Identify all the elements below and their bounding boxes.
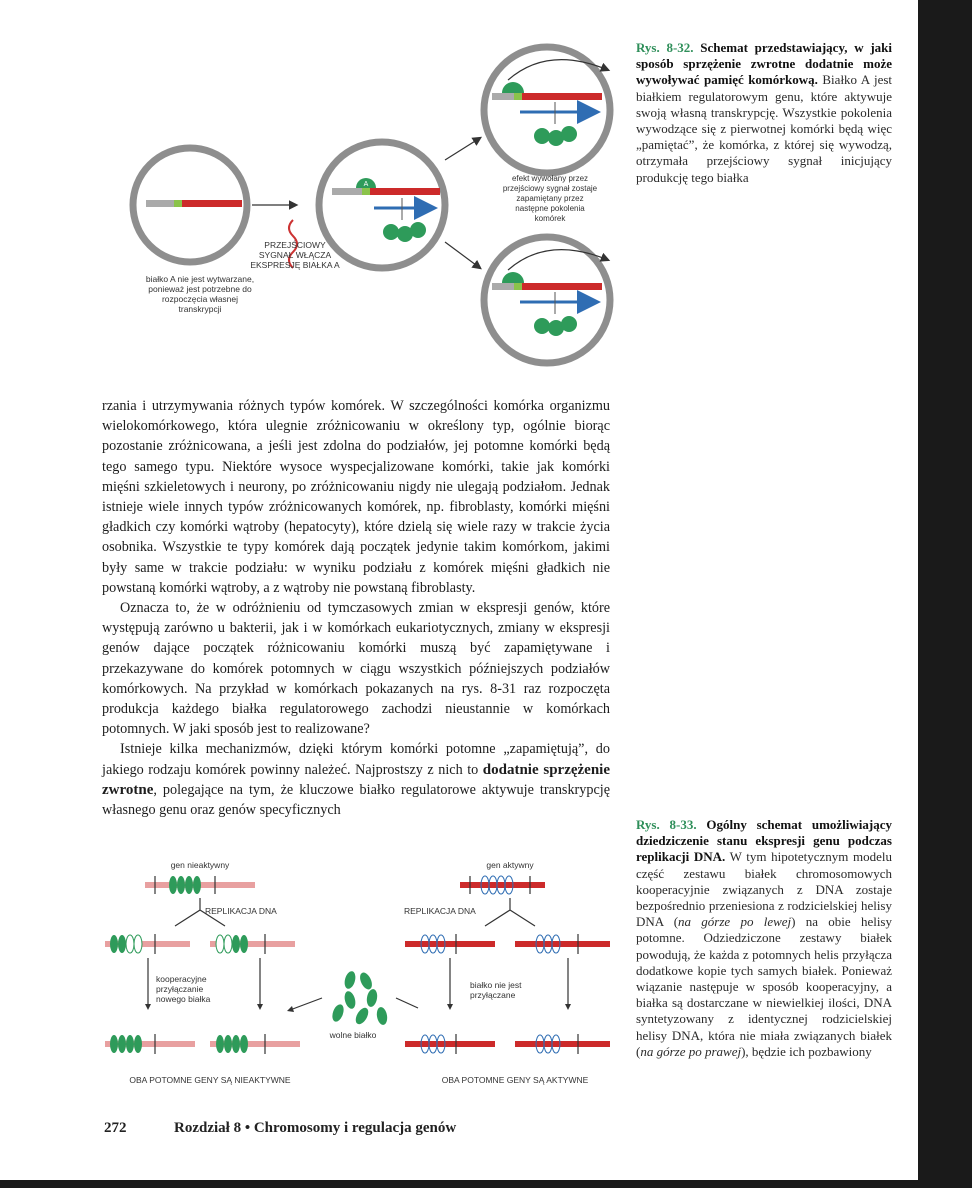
active-daughters-replicated [405,934,610,954]
label-signal: PRZEJŚCIOWY SYGNAŁ WŁĄCZA EKSPRESJĘ BIAŁKA A [250,240,340,270]
inactive-parent-dna [145,876,255,894]
label-uninitiated: białko A nie jest wytwarzane, ponieważ jest potrzebne do rozpoczęcia własnej transkrypcji [145,274,255,314]
label-not-attached: białko nie jest przyłączane [470,980,522,1000]
caption-8-32 [636,40,892,186]
caption-8-33-text-a: W tym hipotetycznym modelu część zestawu białek chromosomowych kooperacyjnie związanych z DNA zostaje bezpośrednio przeniesiona z rodzicielskiej helisy DNA ( [636,849,892,930]
label-free-protein: wolne białko [329,1030,377,1040]
active-parent-dna [460,876,545,894]
label-gen-active: gen aktywny [486,860,534,870]
scan-edge-bottom [0,1180,972,1188]
paragraph-2: Oznacza to, że w odróżnieniu od tymczasowych zmian w ekspresji genów, które występują zarówno u bakterii, jak i w komórkach eukariotycznych, zmiany w ekspresji genów dające początek różnicowaniu komórki muszą być zapamiętywane i przekazywane do komórek potomnych w ciągu wszystkich późniejszych podziałów komórkowych. Na przykład w komórkach pokazanych na rys. 8-31 raz rozpoczęta produkcja każdego białka regulatorowego zachodzi nieustannie w komórkach potomnych. W jaki sposób jest to realizowane? [102,600,610,738]
caption-8-32-heading: Schemat przedstawiający, w jaki sposób sprzężenie zwrotne dodatnie może wywoływać pamięć komórkową. [636,40,892,88]
caption-8-32-number: Rys. 8-32. [636,40,694,55]
caption-8-33-italic-b: na górze po prawej [640,1043,742,1059]
paragraph-3 [102,739,610,820]
label-memory: efekt wywołany przez przejściowy sygnał zostaje zapamiętany przez następne pokolenia komórek [502,174,598,223]
cell-daughter-top [484,47,610,173]
paragraph-3-start: Istnieje kilka mechanizmów, dzięki którym komórki potomne „zapamiętują”, do jakiego rodzaju komórek powinny należeć. Najprostszy z nich to [102,741,610,778]
cell-daughter-bottom [484,237,610,363]
inactive-daughters-replicated [105,934,295,954]
term-positive-feedback: dodatnie sprzężenie zwrotne [102,761,610,798]
caption-8-33-text-c: ), będzie ich pozbawiony [741,1043,872,1059]
label-gen-inactive: gen nieaktywny [170,860,230,870]
label-all-active: OBA POTOMNE GENY SĄ AKTYWNE [441,1075,589,1085]
body-text [102,396,610,820]
label-cooperative: kooperacyjne przyłączanie nowego białka [156,974,211,1004]
caption-8-32-text: Białko A jest białkiem regulatorowym genu, które aktywuje swoją własną transkrypcję. Wszystkie pokolenia wywodzące się z pierwotnej komórki będą więc „pamiętać”, że komórka, z której się wywodzą, otrzymała przejściowy sygnał inicjujący produkcję tego białka [636,72,893,185]
label-replication-right: REPLIKACJA DNA [404,906,476,916]
caption-8-33-italic-a: na górze po lewej [678,914,792,930]
active-daughters-final [405,1034,610,1054]
paragraph-3-end: , polegające na tym, że kluczowe białko regulatorowe aktywuje transkrypcję własnego genu oraz genów specyficznych [102,781,610,819]
caption-8-33-heading: Ogólny schemat umożliwiający dziedziczenie stanu ekspresji genu podczas replikacji DNA. [636,817,893,865]
label-replication-left: REPLIKACJA DNA [205,906,277,916]
cell-initial [133,148,247,262]
inactive-daughters-final [105,1034,300,1054]
paragraph-1: rzania i utrzymywania różnych typów komórek. W szczególności komórka organizmu wielokomórkowego, która ulegnie zróżnicowaniu w określony typ, ogólnie biorąc pozostanie zróżnicowana, a jeśli jest zdolna do podziałów, jej potomne komórki będą tego samego typu. Niektóre wysoce wyspecjalizowane komórki, takie jak komórki mięśni szkieletowych i neurony, po zróżnicowaniu nigdy nie ulegają podziałom. Jednak istnieje wiele innych typów zróżnicowanych komórek, np. fibroblasty, komórki mięśni gładkich czy komórki wątroby (hepatocyty), które dzielą się wiele razy w trakcie życia osobnika. Wszystkie te typy komórek dają początek jedynie takim komórkom, jakimi były same w trakcie podziału: w wyniku podziału z komórek mięśni gładkich nie powstaną komórki wątroby, a z wątroby nie powstaną fibroblasty. [102,398,610,596]
chapter-title: Rozdział 8 • Chromosomy i regulacja genów [174,1120,457,1136]
free-protein-cluster [330,970,388,1026]
caption-8-33 [636,817,892,1060]
scan-edge-right [918,0,972,1188]
label-all-inactive: OBA POTOMNE GENY SĄ NIEAKTYWNE [129,1075,291,1085]
caption-8-33-text-b: ) na obie helisy potomne. Odziedziczone zestawy białek powodują, że każda z potomnych helis przyłącza dodatkowe kopie tych samych białek. Ponieważ wiązanie następuje w sposób kooperacyjny, a białka są dostarczane w niewielkiej ilości, DNA syntetyzowany z identycznej rodzicielskiej helisy DNA, która nie miała związanych białek ( [636,914,892,1059]
protein-letter: A [363,181,369,188]
caption-8-33-number: Rys. 8-33. [636,817,697,832]
page-number: 272 [104,1120,127,1136]
